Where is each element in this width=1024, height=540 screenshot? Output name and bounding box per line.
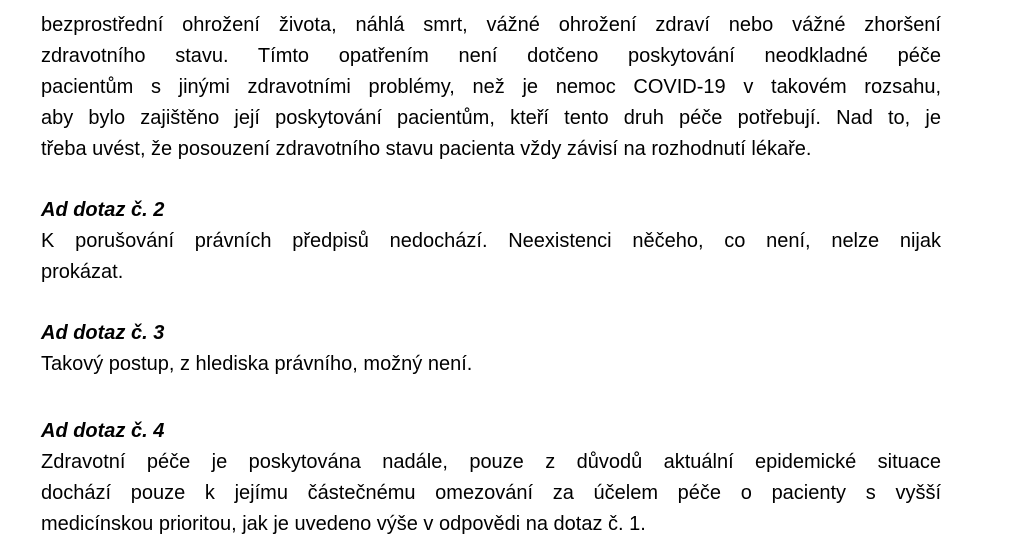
section-heading: Ad dotaz č. 3: [41, 322, 165, 344]
spacer: [41, 288, 941, 318]
spacer: [41, 165, 941, 195]
answer-section-4: [41, 416, 941, 540]
paragraph-line: pacientům s jinými zdravotními problémy, než je nemoc COVID-19 v takovém rozsahu,: [41, 76, 941, 98]
paragraph-line: Zdravotní péče je poskytována nadále, pouze z důvodů aktuální epidemické situace: [41, 451, 941, 473]
section-heading: Ad dotaz č. 4: [41, 420, 165, 442]
answer-section-3: [41, 318, 941, 380]
document-page: [41, 10, 941, 540]
paragraph-line: bezprostřední ohrožení života, náhlá smrt, vážné ohrožení zdraví nebo vážné zhoršení: [41, 14, 941, 36]
paragraph-line: K porušování právních předpisů nedochází. Neexistenci něčeho, co není, nelze nijak: [41, 230, 941, 252]
answer-section-2: [41, 195, 941, 288]
paragraph-line: aby bylo zajištěno její poskytování pacientům, kteří tento druh péče potřebují. Nad to, je: [41, 107, 941, 129]
intro-paragraph: [41, 10, 941, 165]
paragraph-line: dochází pouze k jejímu částečnému omezování za účelem péče o pacienty s vyšší: [41, 482, 941, 504]
paragraph-line: zdravotního stavu. Tímto opatřením není dotčeno poskytování neodkladné péče: [41, 45, 941, 67]
paragraph-line: medicínskou prioritou, jak je uvedeno výše v odpovědi na dotaz č. 1.: [41, 513, 646, 535]
paragraph-line: Takový postup, z hlediska právního, možný není.: [41, 353, 473, 375]
section-heading: Ad dotaz č. 2: [41, 199, 165, 221]
spacer: [41, 380, 941, 416]
paragraph-line: prokázat.: [41, 261, 124, 283]
paragraph-line: třeba uvést, že posouzení zdravotního stavu pacienta vždy závisí na rozhodnutí lékaře.: [41, 138, 812, 160]
